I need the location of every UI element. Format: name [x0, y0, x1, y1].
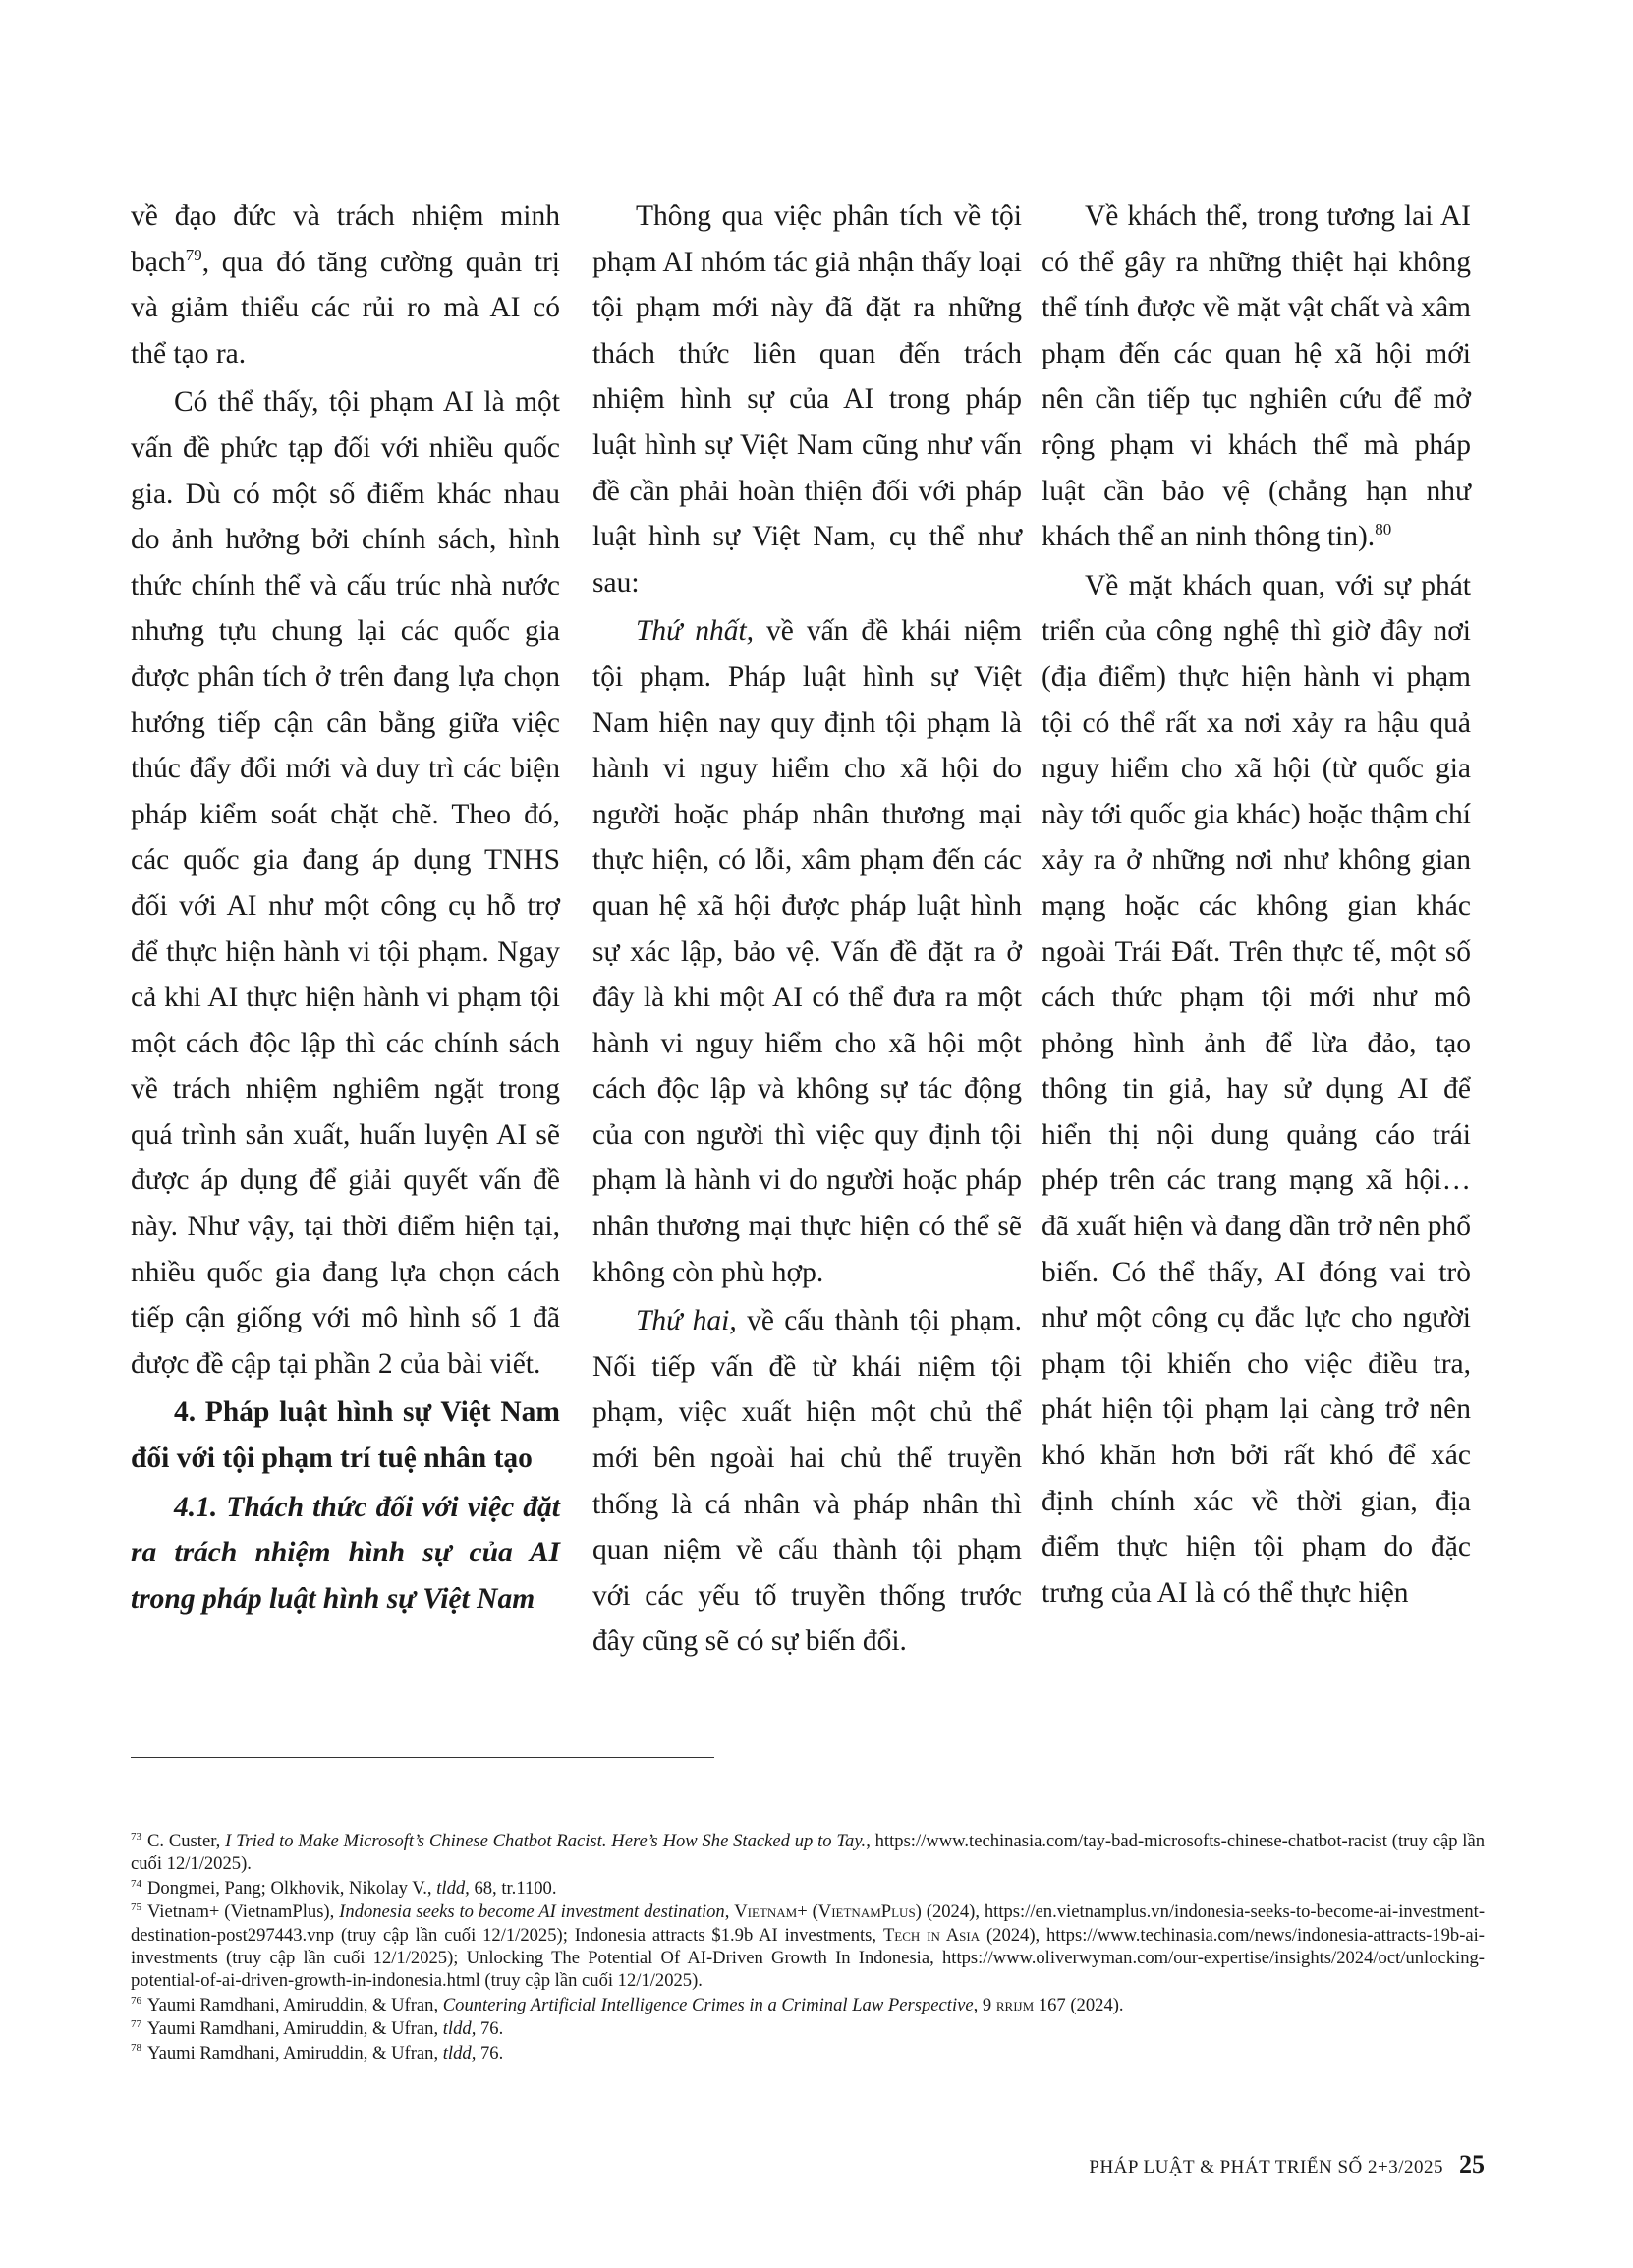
footnote-title: tldd, — [442, 2042, 477, 2064]
footnote-text: Yaumi Ramdhani, Amiruddin, & Ufran, — [147, 1994, 443, 2015]
footnote — [131, 1877, 1485, 1899]
paragraph: Về mặt khách quan, với sự phát triển của công nghệ thì giờ đây nơi (địa điểm) thực hiện hành vi phạm tội có thể rất xa nơi xảy ra hậu quả nguy hiểm cho xã hội (từ quốc gia này tới quốc gia khác) hoặc thậm chí xảy ra ở những nơi như không gian mạng hoặc các không gian khác ngoài Trái Đất. Trên thực tế, một số cách thức phạm tội mới như mô phỏng hình ảnh để lừa đảo, tạo thông tin giả, hay sử dụng AI để hiển thị nội dung quảng cáo trái phép trên các trang mạng xã hội… đã xuất hiện và đang dần trở nên phổ biến. Có thể thấy, AI đóng vai trò như một công cụ đắc lực cho người phạm tội khiến cho việc điều tra, phát hiện tội phạm lại càng trở nên khó khăn hơn bởi rất khó để xác định chính xác về thời gian, địa điểm thực hiện tội phạm do đặc trưng của AI là có thể thực hiện — [1042, 569, 1471, 1609]
paragraph-text: Về khách thể, trong tương lai AI có thể gây ra những thiệt hại không thể tính được về mặt vật chất và xâm phạm đến các quan hệ xã hội mới nên cần tiếp tục nghiên cứu để mở rộng phạm vi khách thể mà pháp luật cần bảo vệ (chẳng hạn như khách thể an ninh thông tin). — [1042, 200, 1471, 553]
paragraph-text: , qua đó tăng cường quản trị và giảm thiểu các rủi ro mà AI có thể tạo ra. — [131, 246, 560, 369]
footnote-number: 75 — [131, 1901, 141, 1914]
footnote-text: Vietnam+ (VietnamPlus), — [147, 1901, 340, 1923]
footnote — [131, 1900, 1485, 1993]
footnote — [131, 2042, 1485, 2065]
footnote-divider — [131, 1757, 714, 1758]
footnote-text: (2024), https://www.techinasia.com/news/indonesia-attracts-19b-ai-investments (truy cập lần cuối 12/1/2025); Unlocking The Potential Of AI-Driven Growth In Indonesia, https://www.oliverwyman.com/our-expertise/insights/2024/oct/unlocking-potential-of-ai-driven-growth-in-indonesia.html (truy cập lần cuối 12/1/2025). — [131, 1924, 1485, 1992]
text-column-2 — [592, 194, 1022, 1668]
footnote-text: 76. — [476, 2042, 504, 2064]
footnote-source: Vietnam+ (VietnamPlus) — [734, 1901, 922, 1923]
text-column-1 — [131, 194, 560, 1624]
paragraph-lead: Thứ nhất, — [636, 615, 755, 648]
footnote-number: 76 — [131, 1994, 141, 2007]
paragraph-text: về đạo đức và trách nhiệm minh bạch — [131, 200, 560, 278]
footnote-title: tldd, — [436, 1877, 470, 1899]
paragraph — [131, 194, 560, 376]
page-footer — [131, 2150, 1485, 2180]
paragraph — [592, 1298, 1022, 1665]
footnote-number: 73 — [131, 1830, 141, 1843]
footnote-number: 78 — [131, 2042, 141, 2055]
section-heading: 4. Pháp luật hình sự Việt Nam đối với tội phạm trí tuệ nhân tạo — [131, 1396, 560, 1475]
footnote-number: 74 — [131, 1877, 141, 1890]
footnote-text: , — [724, 1901, 735, 1923]
footnotes — [131, 1830, 1485, 2066]
text-column-3 — [1042, 194, 1471, 1618]
paragraph — [592, 608, 1022, 1295]
paragraph-text: về cấu thành tội phạm. Nối tiếp vấn đề từ khái niệm tội phạm, việc xuất hiện một chủ thể mới bên ngoài hai chủ thể truyền thống là cá nhân và pháp nhân thì quan niệm về cấu thành tội phạm với các yếu tố truyền thống trước đây cũng sẽ có sự biến đổi. — [592, 1305, 1022, 1658]
footnote — [131, 1994, 1485, 2016]
footnote-source: rrijm — [995, 1994, 1035, 2015]
paragraph: Thông qua việc phân tích về tội phạm AI nhóm tác giả nhận thấy loại tội phạm mới này đã đặt ra những thách thức liên quan đến trách nhiệm hình sự của AI trong pháp luật hình sự Việt Nam cũng như vấn đề cần phải hoàn thiện đối với pháp luật hình sự Việt Nam, cụ thể như sau: — [592, 200, 1022, 598]
footnote-text: C. Custer, — [147, 1831, 226, 1851]
footnote-text: 76. — [476, 2018, 504, 2040]
footnote-number: 77 — [131, 2018, 141, 2031]
footnote-text: , https://www.techinasia.com/tay-bad-microsofts-chinese-chatbot-racist (truy cập lần cuối 12/1/2025). — [131, 1831, 1486, 1875]
footnote-ref: 80 — [1375, 520, 1392, 539]
paragraph — [1042, 194, 1471, 560]
footnote-text: 68, tr.1100. — [469, 1877, 557, 1899]
footnote-text: Yaumi Ramdhani, Amiruddin, & Ufran, — [147, 2042, 443, 2064]
footnote-text: 167 (2024). — [1034, 1994, 1124, 2015]
footnote-title: I Tried to Make Microsoft’s Chinese Chatbot Racist. Here’s How She Stacked up to Tay. — [225, 1831, 867, 1851]
footnote-text: , 9 — [973, 1994, 996, 2015]
footnote-title: Indonesia seeks to become AI investment destination — [339, 1901, 725, 1923]
footnote-title: Countering Artificial Intelligence Crimes in a Criminal Law Perspective — [442, 1994, 974, 2015]
footnote-ref: 79 — [185, 245, 202, 264]
footnote-text: (2024), https://en.vietnamplus.vn/indonesia-seeks-to-become-ai-investment-destination-post297443.vnp (truy cập lần cuối 12/1/2025); Indonesia attracts $1.9b AI investments, — [131, 1901, 1486, 1946]
journal-name: PHÁP LUẬT & PHÁT TRIỂN SỐ 2+3/2025 — [1089, 2157, 1443, 2178]
paragraph: Có thể thấy, tội phạm AI là một vấn đề phức tạp đối với nhiều quốc gia. Dù có một số điểm khác nhau do ảnh hưởng bởi chính sách, hình thức chính thể và cấu trúc nhà nước nhưng tựu chung lại các quốc gia được phân tích ở trên đang lựa chọn hướng tiếp cận cân bằng giữa việc thúc đẩy đổi mới và duy trì các biện pháp kiểm soát chặt chẽ. Theo đó, các quốc gia đang áp dụng TNHS đối với AI như một công cụ hỗ trợ để thực hiện hành vi tội phạm. Ngay cả khi AI thực hiện hành vi phạm tội một cách độc lập thì các chính sách về trách nhiệm nghiêm ngặt trong quá trình sản xuất, huấn luyện AI sẽ được áp dụng để giải quyết vấn đề này. Như vậy, tại thời điểm hiện tại, nhiều quốc gia đang lựa chọn cách tiếp cận giống với mô hình số 1 đã được đề cập tại phần 2 của bài viết. — [131, 386, 560, 1380]
footnote-title: tldd, — [442, 2018, 477, 2040]
page-number: 25 — [1459, 2150, 1485, 2179]
subsection-heading: 4.1. Thách thức đối với việc đặt ra trách nhiệm hình sự của AI trong pháp luật hình sự Việt Nam — [131, 1491, 560, 1615]
paragraph-text: về vấn đề khái niệm tội phạm. Pháp luật hình sự Việt Nam hiện nay quy định tội phạm là hành vi nguy hiểm cho xã hội do người hoặc pháp nhân thương mại thực hiện, có lỗi, xâm phạm đến các quan hệ xã hội được pháp luật hình sự xác lập, bảo vệ. Vấn đề đặt ra ở đây là khi một AI có thể đưa ra một hành vi nguy hiểm cho xã hội một cách độc lập và không sự tác động của con người thì việc quy định tội phạm là hành vi do người hoặc pháp nhân thương mại thực hiện có thể sẽ không còn phù hợp. — [592, 615, 1022, 1288]
footnote — [131, 2017, 1485, 2040]
footnote-text: Yaumi Ramdhani, Amiruddin, & Ufran, — [147, 2018, 443, 2040]
footnote-source: Tech in Asia — [882, 1924, 981, 1946]
paragraph-lead: Thứ hai, — [636, 1305, 737, 1337]
footnote — [131, 1830, 1485, 1876]
footnote-text: Dongmei, Pang; Olkhovik, Nikolay V., — [147, 1877, 437, 1899]
